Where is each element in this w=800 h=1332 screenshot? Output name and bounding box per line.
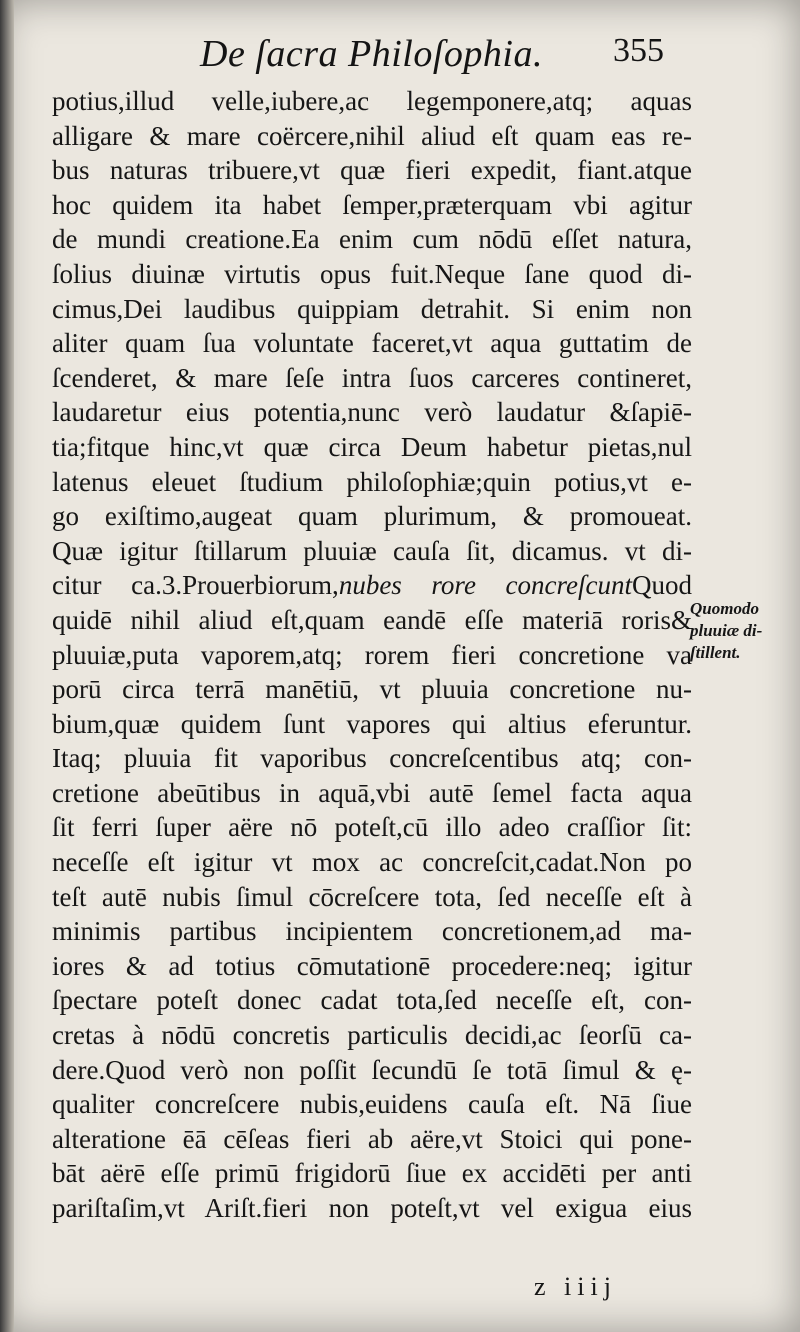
text-line: qualiter concreſcere nubis,euidens cauſa eſt. Nā ſiue <box>52 1089 692 1120</box>
text-line: ſpectare poteſt donec cadat tota,ſed neceſſe eſt, con- <box>52 985 692 1016</box>
text-segment: Quod <box>632 570 692 601</box>
text-line: go exiſtimo,augeat quam plurimum, & promoueat. <box>52 501 692 532</box>
text-line: pariſtaſim,vt Ariſt.fieri non poteſt,vt vel exigua eius <box>52 1193 692 1223</box>
text-line: potius,illud velle,iubere,ac legemponere,atq; aquas <box>52 86 692 116</box>
text-line: cretione abeūtibus in aquā,vbi autē ſemel facta aqua <box>52 777 692 808</box>
text-line: pluuiæ,puta vaporem,atq; rorem fieri concretione va <box>52 639 692 670</box>
text-line: quidē nihil aliud eſt,quam eandē eſſe materiā roris& <box>52 604 692 635</box>
text-line: ſit ferri ſuper aëre nō poteſt,cū illo adeo craſſior ſit: <box>52 812 692 843</box>
text-line: dere.Quod verò non poſſit ſecundū ſe totā ſimul & ę- <box>52 1054 692 1085</box>
body-text <box>52 84 692 1226</box>
text-line: alteratione ēā cēſeas fieri ab aëre,vt Stoici qui pone- <box>52 1123 692 1154</box>
page-number: 355 <box>613 32 664 69</box>
text-line: neceſſe eſt igitur vt mox ac concreſcit,cadat.Non po <box>52 847 692 878</box>
text-line: Itaq; pluuia fit vaporibus concreſcentibus atq; con- <box>52 743 692 774</box>
text-line: minimis partibus incipientem concretionem,ad ma- <box>52 916 692 947</box>
text-line: alligare & mare coërcere,nihil aliud eſt quam eas re- <box>52 120 692 151</box>
text-line: aliter quam ſua voluntate faceret,vt aqua guttatim de <box>52 328 692 359</box>
text-line: porū circa terrā manētiū, vt pluuia concretione nu- <box>52 674 692 705</box>
text-line: hoc quidem ita habet ſemper,præterquam vbi agitur <box>52 189 692 220</box>
text-line: latenus eleuet ſtudium philoſophiæ;quin potius,vt e- <box>52 466 692 497</box>
margin-note-line: Quomodo <box>690 599 759 618</box>
text-line: bus naturas tribuere,vt quæ fieri expedit, fiant.atque <box>52 155 692 186</box>
text-line: ſcenderet, & mare ſeſe intra ſuos carceres contineret, <box>52 362 692 393</box>
text-line: Quæ igitur ſtillarum pluuiæ cauſa ſit, dicamus. vt di- <box>52 535 692 566</box>
text-line: de mundi creatione.Ea enim cum nōdū eſſet natura, <box>52 224 692 255</box>
text-line: cretas à nōdū concretis particulis decidi,ac ſeorſū ca- <box>52 1020 692 1051</box>
margin-note <box>690 598 800 664</box>
text-line: cimus,Dei laudibus quippiam detrahit. Si enim non <box>52 293 692 324</box>
text-line: bium,quæ quidem ſunt vapores qui altius eferuntur. <box>52 708 692 739</box>
text-line: tia;fitque hinc,vt quæ circa Deum habetur pietas,nul <box>52 431 692 462</box>
text-line: ſolius diuinæ virtutis opus fuit.Neque ſane quod di- <box>52 258 692 289</box>
running-head-title: De ſacra Philoſophia. <box>200 33 543 75</box>
text-segment: citur ca.3.Prouerbiorum, <box>52 570 339 601</box>
text-line: teſt autē nubis ſimul cōcreſcere tota, ſed neceſſe eſt à <box>52 881 692 912</box>
text-line: bāt aërē eſſe primū frigidorū ſiue ex accidēti per anti <box>52 1158 692 1189</box>
text-line: laudaretur eius potentia,nunc verò laudatur &ſapiē- <box>52 397 692 428</box>
text-line-with-quotation <box>52 568 692 603</box>
running-head <box>0 30 800 80</box>
italic-quotation: nubes rore concreſcunt <box>338 570 632 601</box>
signature-mark: z iiij <box>534 1272 617 1301</box>
margin-note-line: ſtillent. <box>690 643 741 662</box>
page-binding-edge <box>0 0 14 1332</box>
margin-note-line: pluuiæ di- <box>690 621 763 640</box>
text-line: iores & ad totius cōmutationē procedere:neq; igitur <box>52 950 692 981</box>
